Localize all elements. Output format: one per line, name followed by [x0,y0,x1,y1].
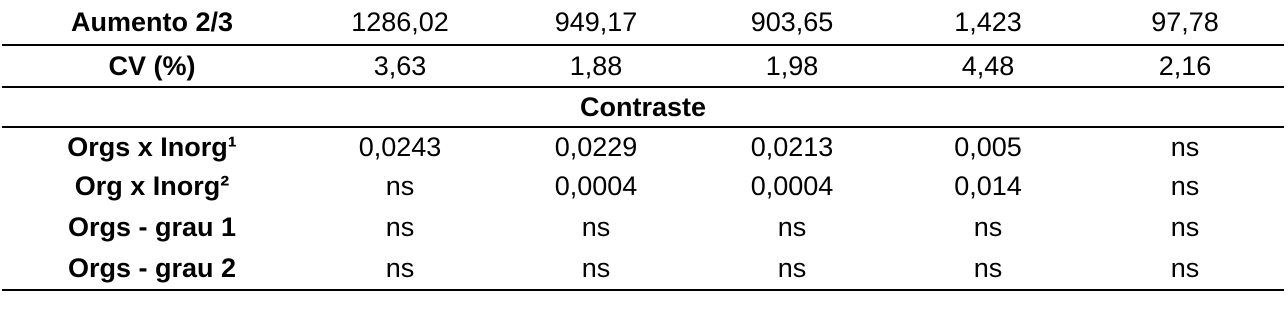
table-cell: 1,98 [694,45,890,87]
row-label: Aumento 2/3 [2,0,302,45]
table-cell: ns [777,211,807,242]
table-row [2,127,1284,166]
table-row [2,248,1284,290]
table-cell: ns [1170,131,1200,162]
table-cell: 3,63 [302,45,498,87]
table-cell: ns [1086,248,1284,290]
table-cell: 1286,02 [302,0,498,45]
table-cell: 0,0004 [554,170,638,201]
table-cell: ns [302,248,498,290]
table-row [2,45,1284,87]
table-cell: 0,014 [954,170,1022,201]
table-cell: ns [1170,170,1200,201]
table-cell: 0,005 [954,131,1022,162]
table-cell: 4,48 [890,45,1086,87]
table-cell: ns [973,211,1003,242]
table-cell: ns [581,211,611,242]
table-cell: ns [890,248,1086,290]
table-cell: 903,65 [694,0,890,45]
table-cell: 2,16 [1086,45,1284,87]
table-cell: ns [498,248,694,290]
table-cell: 0,0004 [750,170,834,201]
section-header-row [2,87,1284,127]
table-cell: ns [1170,211,1200,242]
data-table [2,0,1284,291]
table-cell: 0,0229 [554,131,638,162]
section-title: Contraste [2,87,1284,127]
table-cell: 1,88 [498,45,694,87]
table-row [2,206,1284,248]
row-label: Orgs - grau 1 [67,211,237,242]
table-cell: ns [385,211,415,242]
table-cell: 0,0243 [358,131,442,162]
table-row [2,166,1284,206]
table-cell: ns [385,170,415,201]
row-label: CV (%) [2,45,302,87]
row-label: Orgs x Inorg¹ [67,131,237,162]
table-cell: 949,17 [498,0,694,45]
table-row [2,0,1284,45]
row-label: Orgs - grau 2 [2,248,302,290]
table-cell: 97,78 [1086,0,1284,45]
table-cell: 0,0213 [750,131,834,162]
table-cell: 1,423 [890,0,1086,45]
table-cell: ns [694,248,890,290]
row-label: Org x Inorg² [74,170,230,201]
